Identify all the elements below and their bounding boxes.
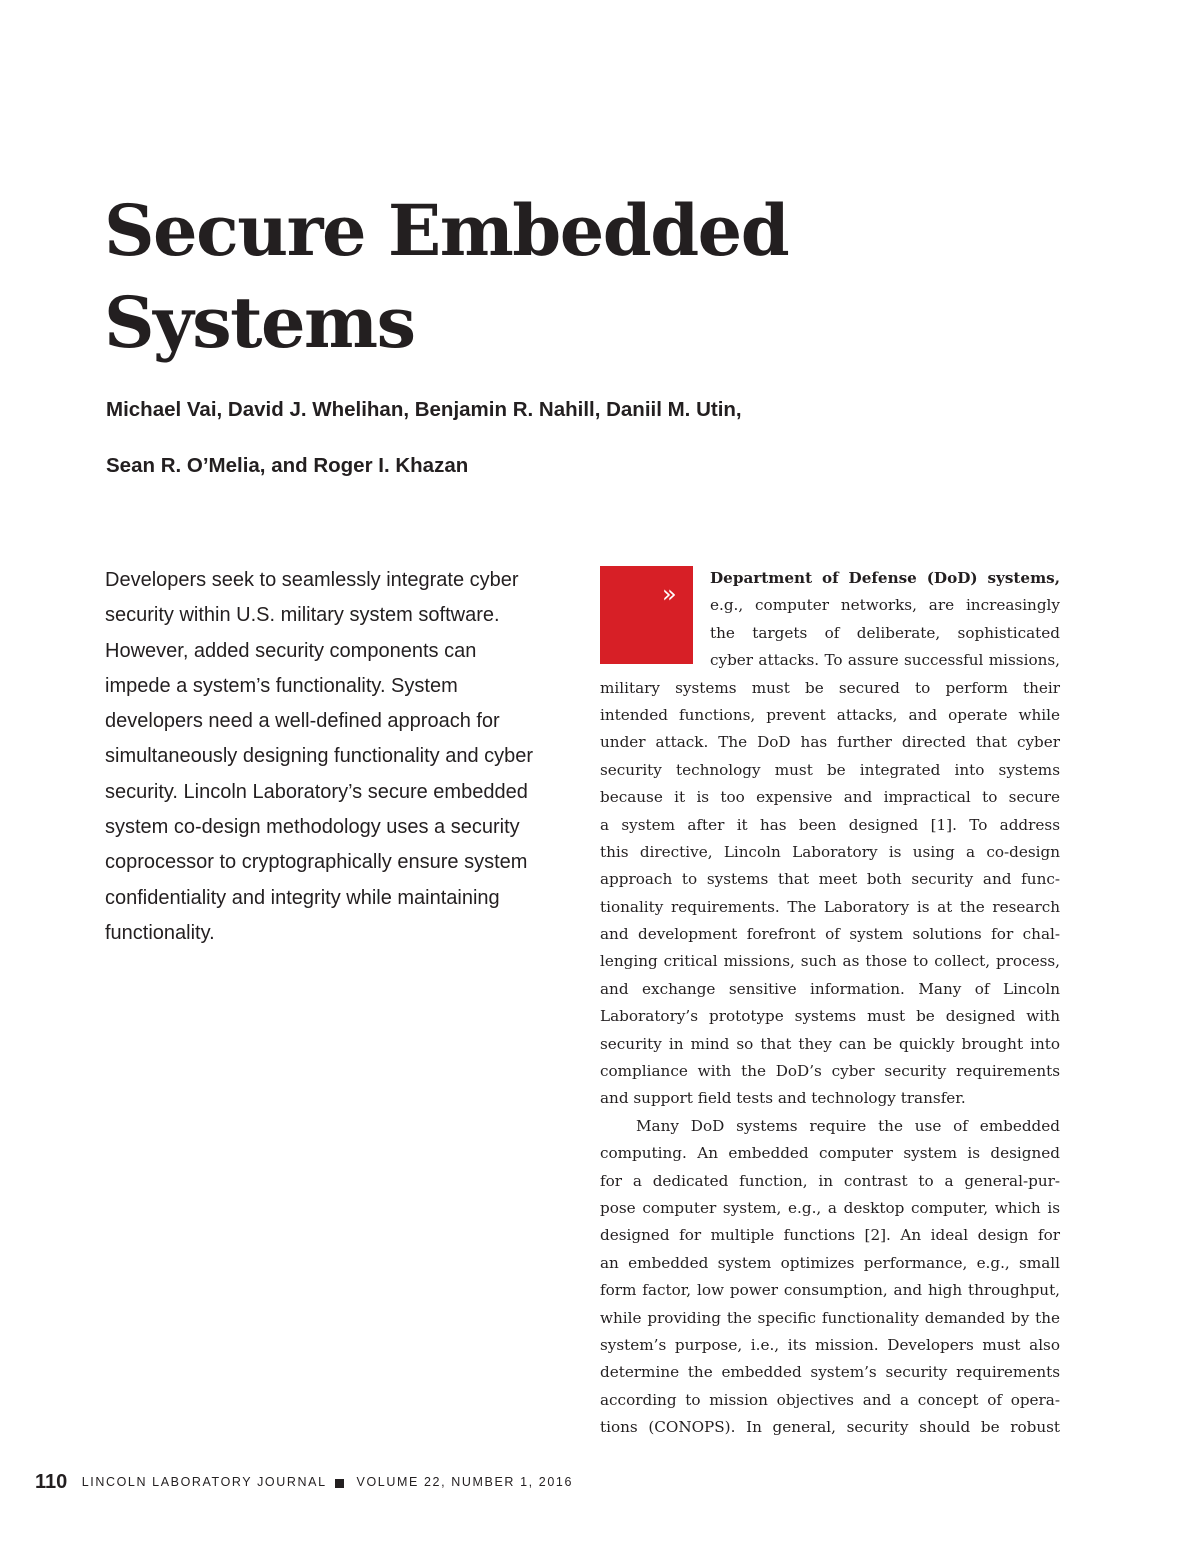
body-line: lenging critical missions, such as those to collect, process, [600, 952, 1060, 971]
abstract-line: coprocessor to cryptographically ensure system [105, 851, 528, 874]
body-line: intended functions, prevent attacks, and operate while [600, 705, 1060, 724]
body-line: pose computer system, e.g., a desktop computer, which is [600, 1198, 1060, 1217]
body-line: form factor, low power consumption, and high throughput, [600, 1281, 1060, 1300]
body-line: security technology must be integrated into systems [600, 760, 1060, 779]
authors-line-2: Sean R. O’Melia, and Roger I. Khazan [106, 454, 469, 477]
body-line: Laboratory’s prototype systems must be designed with [600, 1007, 1060, 1026]
abstract-line: security. Lincoln Laboratory’s secure embedded [105, 780, 528, 803]
body-line: determine the embedded system’s security requirements [600, 1363, 1060, 1382]
abstract-line: impede a system’s functionality. System [105, 674, 458, 697]
body-line: this directive, Lincoln Laboratory is using a co-design [600, 842, 1060, 861]
issue-info: VOLUME 22, NUMBER 1, 2016 [356, 1475, 573, 1489]
article-title [104, 185, 1004, 369]
journal-name: LINCOLN LABORATORY JOURNAL [81, 1475, 327, 1489]
author-list [106, 396, 1006, 480]
abstract-line: functionality. [105, 921, 215, 944]
body-line: for a dedicated function, in contrast to a general-pur- [600, 1171, 1060, 1190]
lead-bold-text: Department of Defense (DoD) systems, [710, 569, 1060, 587]
abstract-line: security within U.S. military system software. [105, 604, 500, 627]
body-line: tionality requirements. The Laboratory is at the research [600, 897, 1060, 916]
body-line: compliance with the DoD’s cyber security requirements [600, 1062, 1060, 1081]
body-line: according to mission objectives and a concept of opera- [600, 1390, 1060, 1409]
title-line-1: Secure Embedded [104, 189, 789, 272]
lead-line [600, 565, 1060, 592]
body-line: military systems must be secured to perform their [600, 678, 1060, 697]
body-line: a system after it has been designed [1]. To address [600, 815, 1060, 834]
body-line: and exchange sensitive information. Many of Lincoln [600, 979, 1060, 998]
abstract-line: confidentiality and integrity while maintaining [105, 886, 500, 909]
title-line-2: Systems [104, 281, 415, 364]
abstract-line: However, added security components can [105, 639, 477, 662]
body-line: designed for multiple functions [2]. An ideal design for [600, 1226, 1060, 1245]
body-line: security in mind so that they can be quickly brought into [600, 1034, 1060, 1053]
body-line: the targets of deliberate, sophisticated [710, 623, 1060, 642]
abstract-line: simultaneously designing functionality and cyber [105, 745, 534, 768]
abstract [105, 563, 575, 951]
abstract-line: system co-design methodology uses a security [105, 816, 520, 839]
body-line: approach to systems that meet both security and func- [600, 870, 1060, 889]
body-line: an embedded system optimizes performance, e.g., small [600, 1253, 1060, 1272]
body-line: under attack. The DoD has further directed that cyber [600, 733, 1060, 752]
body-text [600, 565, 1060, 1442]
body-line: cyber attacks. To assure successful missions, [710, 651, 1060, 670]
body-line: because it is too expensive and impractical to secure [600, 788, 1060, 807]
body-line: e.g., computer networks, are increasingly [710, 596, 1060, 615]
page-footer [35, 1471, 573, 1494]
body-line: while providing the specific functionality demanded by the [600, 1308, 1060, 1327]
body-line: system’s purpose, i.e., its mission. Developers must also [600, 1335, 1060, 1354]
abstract-line: developers need a well-defined approach for [105, 710, 500, 733]
body-line: computing. An embedded computer system is designed [600, 1144, 1060, 1163]
authors-line-1: Michael Vai, David J. Whelihan, Benjamin R. Nahill, Daniil M. Utin, [106, 398, 742, 421]
double-chevron-icon: » [662, 580, 677, 608]
body-line: tions (CONOPS). In general, security should be robust [600, 1418, 1060, 1437]
body-line: and development forefront of system solutions for chal- [600, 925, 1060, 944]
page-number: 110 [35, 1471, 68, 1493]
body-line: Many DoD systems require the use of embedded [636, 1116, 1060, 1135]
square-separator-icon [335, 1479, 344, 1488]
abstract-line: Developers seek to seamlessly integrate cyber [105, 569, 519, 591]
body-line: and support field tests and technology transfer. [600, 1089, 966, 1108]
